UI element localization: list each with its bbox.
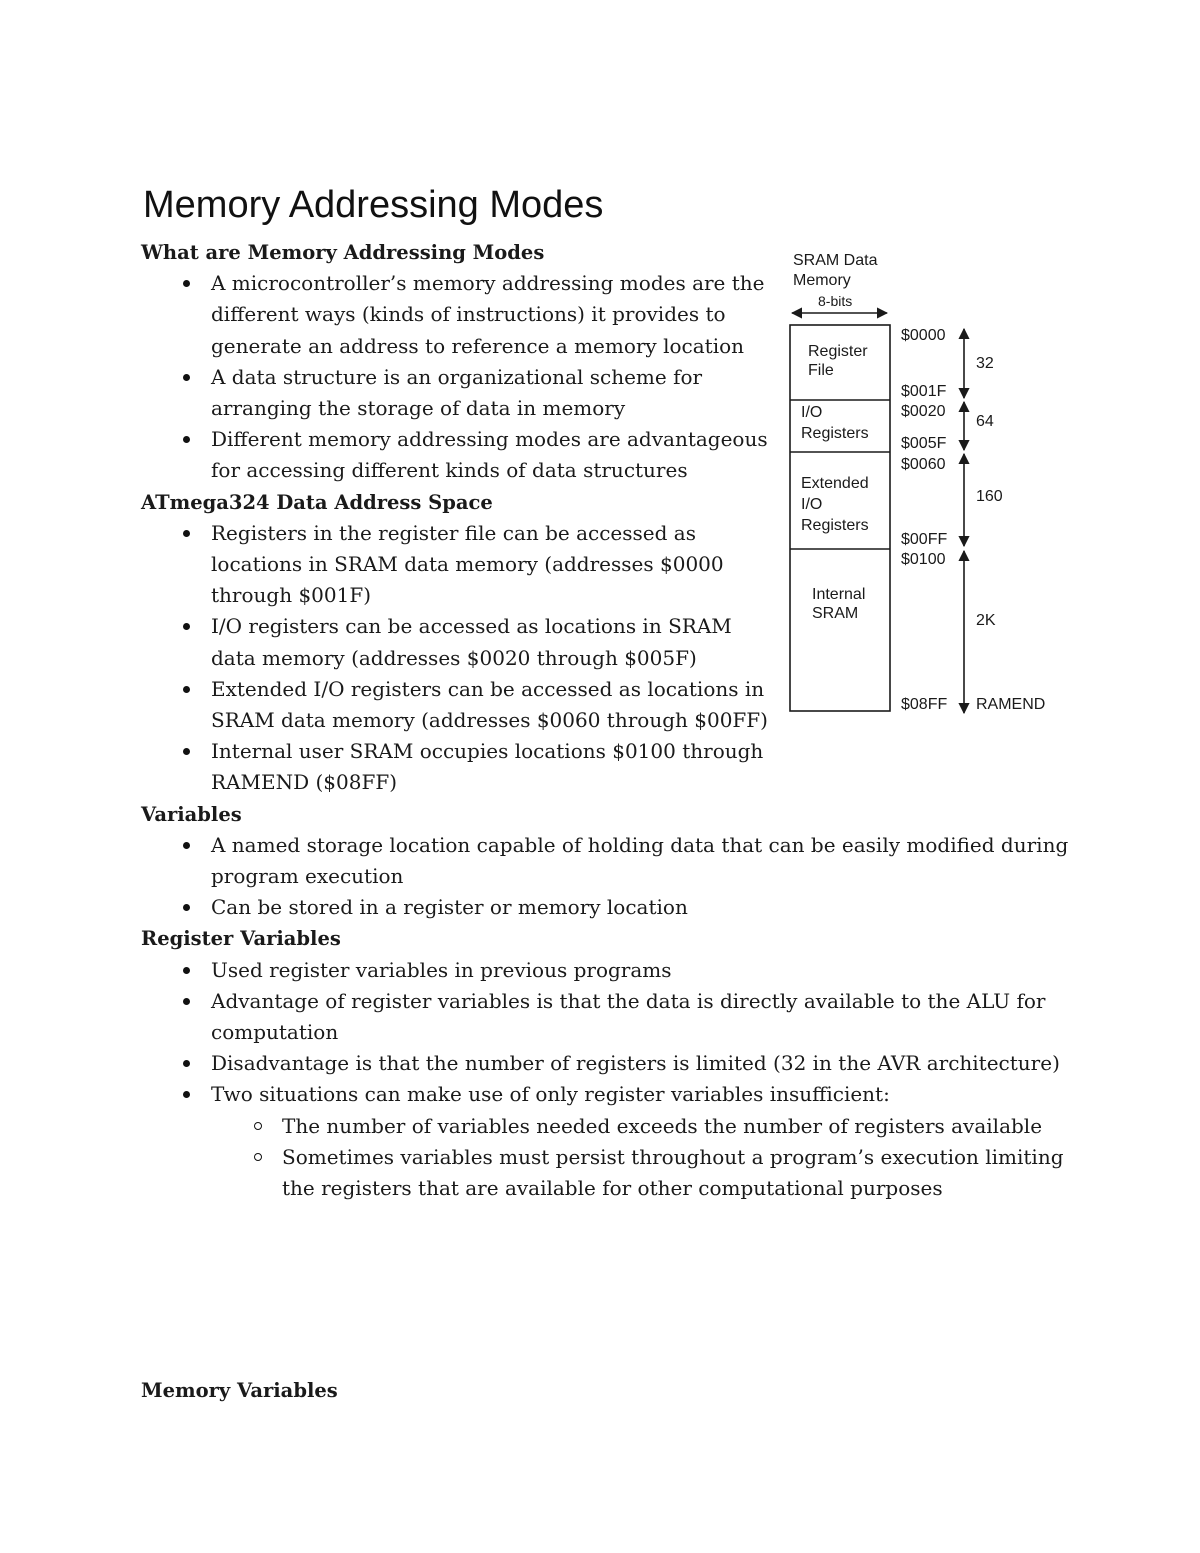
- address-001f: $001F: [901, 383, 947, 400]
- block-sram-line1: Internal: [812, 586, 866, 603]
- list-item: A microcontroller’s memory addressing modes are the different ways (kinds of instructions) it provides to generate an address to reference a memory location: [141, 268, 771, 362]
- address-0060: $0060: [901, 456, 946, 473]
- section-heading-variables: Variables: [141, 802, 242, 826]
- block-ext-io-line2: I/O: [801, 496, 823, 513]
- sub-list-item: The number of variables needed exceeds the number of registers available: [141, 1111, 1101, 1142]
- list-item: Internal user SRAM occupies locations $0100 through RAMEND ($08FF): [141, 736, 771, 798]
- diagram-header-line2: Memory: [793, 272, 851, 289]
- block-ext-io-line1: Extended: [801, 475, 869, 492]
- list-item: Can be stored in a register or memory location: [141, 892, 1101, 923]
- address-005f: $005F: [901, 435, 947, 452]
- block-register-file-line2: File: [808, 362, 834, 379]
- list-item: Advantage of register variables is that the data is directly available to the ALU for computation: [141, 986, 1101, 1048]
- sub-list-item: Sometimes variables must persist throughout a program’s execution limiting the registers that are available for other computational purposes: [141, 1142, 1101, 1204]
- list-item-text: Two situations can make use of only register variables insufficient:: [211, 1082, 890, 1107]
- variables-list: [141, 830, 1101, 924]
- list-item: Disadvantage is that the number of registers is limited (32 in the AVR architecture): [141, 1048, 1101, 1079]
- diagram-header-line1: SRAM Data: [793, 252, 878, 269]
- block-register-file-line1: Register: [808, 343, 868, 360]
- address-0000: $0000: [901, 327, 946, 344]
- block-ext-io-line3: Registers: [801, 517, 869, 534]
- block-sram-line2: SRAM: [812, 605, 859, 622]
- list-item: Extended I/O registers can be accessed as locations in SRAM data memory (addresses $0060 through $00FF): [141, 674, 771, 736]
- register-variables-list: [141, 955, 1101, 1205]
- ramend-label: RAMEND: [976, 696, 1046, 713]
- list-item: Registers in the register file can be accessed as locations in SRAM data memory (addresses $0000 through $001F): [141, 518, 771, 612]
- address-00ff: $00FF: [901, 531, 948, 548]
- size-64: 64: [976, 413, 994, 430]
- list-item: A data structure is an organizational scheme for arranging the storage of data in memory: [141, 362, 771, 424]
- list-item: Used register variables in previous programs: [141, 955, 1101, 986]
- list-item: A named storage location capable of holding data that can be easily modified during program execution: [141, 830, 1101, 892]
- list-item: I/O registers can be accessed as locations in SRAM data memory (addresses $0020 through $005F): [141, 611, 771, 673]
- list-item: Different memory addressing modes are advantageous for accessing different kinds of data structures: [141, 424, 771, 486]
- size-32: 32: [976, 355, 994, 372]
- section-heading-register-variables: Register Variables: [141, 927, 341, 951]
- list-item: [141, 1079, 1101, 1204]
- sub-list: [211, 1111, 1101, 1205]
- section-heading-memory-variables: Memory Variables: [141, 1378, 338, 1402]
- block-io-line2: Registers: [801, 425, 869, 442]
- section-heading-data-address-space: ATmega324 Data Address Space: [141, 490, 493, 514]
- section-heading-addressing-modes: What are Memory Addressing Modes: [141, 241, 545, 264]
- address-08ff: $08FF: [901, 696, 948, 713]
- address-0100: $0100: [901, 551, 946, 568]
- width-label: 8-bits: [818, 293, 853, 309]
- address-0020: $0020: [901, 403, 946, 420]
- size-160: 160: [976, 488, 1003, 505]
- page-title: Memory Addressing Modes: [143, 184, 604, 226]
- sram-memory-map-diagram: [786, 246, 1066, 721]
- block-io-line1: I/O: [801, 404, 823, 421]
- size-2k: 2K: [976, 612, 996, 629]
